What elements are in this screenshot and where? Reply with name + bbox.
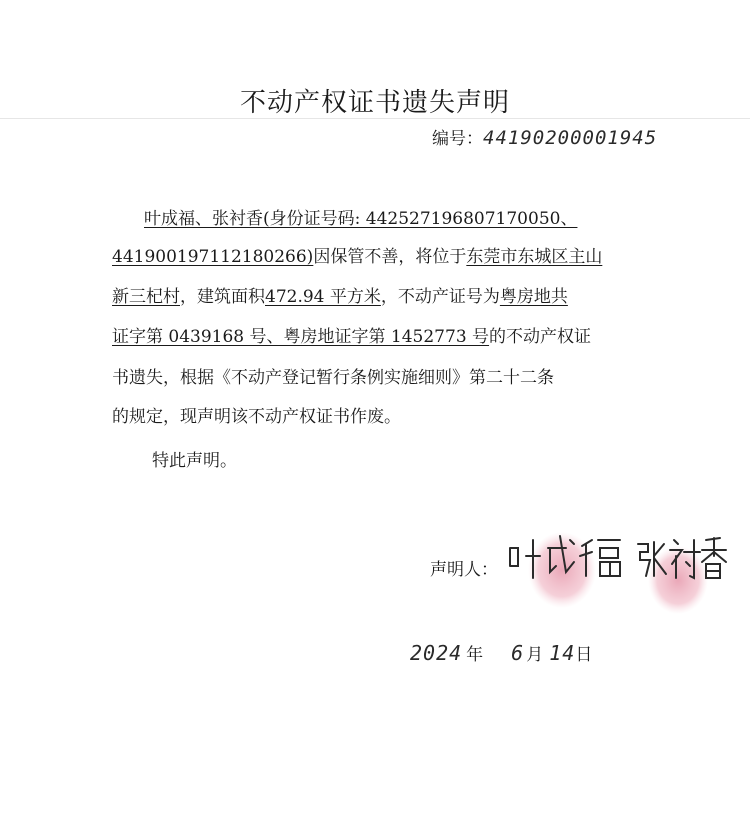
certificate-numbers: 证字第 0439168 号、粤房地证字第 1452773 号 (112, 327, 490, 347)
body-text: 因保管不善，将位于 (313, 247, 467, 267)
body-line-4 (112, 326, 591, 348)
body-line-5 (112, 367, 554, 389)
number-value: 44190200001945 (483, 127, 658, 149)
body-line-6 (112, 406, 401, 428)
declaration-date (410, 640, 592, 665)
number-label: 编号： (432, 129, 483, 149)
floor-area: 472.94 平方米 (265, 287, 381, 307)
certificate-prefix: 粤房地共 (499, 287, 568, 307)
document-number (432, 124, 657, 149)
date-month: 6 (511, 641, 525, 665)
title-divider (0, 118, 750, 119)
date-year: 2024 (410, 641, 463, 665)
property-village: 新三杞村 (112, 287, 180, 307)
signature-and-fingerprints (490, 500, 730, 620)
body-text: 书遗失，根据《不动产登记暂行条例实施细则》第二十二条 (112, 368, 554, 388)
date-day: 14 (549, 641, 576, 665)
body-line-7 (152, 450, 237, 472)
document-title: 不动产权证书遗失声明 (239, 88, 510, 118)
date-year-unit: 年 (466, 645, 484, 665)
declarant-row (430, 555, 498, 580)
date-day-unit: 日 (575, 645, 593, 665)
date-month-unit: 月 (526, 645, 544, 665)
body-text: 的规定，现声明该不动产权证书作废。 (112, 407, 401, 427)
property-address: 东莞市东城区主山 (466, 247, 603, 267)
body-text: ，不动产证号为 (380, 287, 500, 307)
owners-and-id: 叶成福、张衬香(身份证号码: 442527196807170050、 (144, 209, 578, 229)
body-text: 的不动产权证 (489, 327, 592, 347)
id-number-2: 441900197112180266) (112, 247, 314, 267)
body-line-1 (144, 208, 577, 230)
body-line-2 (112, 246, 602, 268)
body-line-3 (112, 286, 568, 308)
declarant-label: 声明人： (430, 560, 498, 580)
body-text: ，建筑面积 (180, 287, 265, 307)
closing-statement: 特此声明。 (152, 451, 237, 471)
